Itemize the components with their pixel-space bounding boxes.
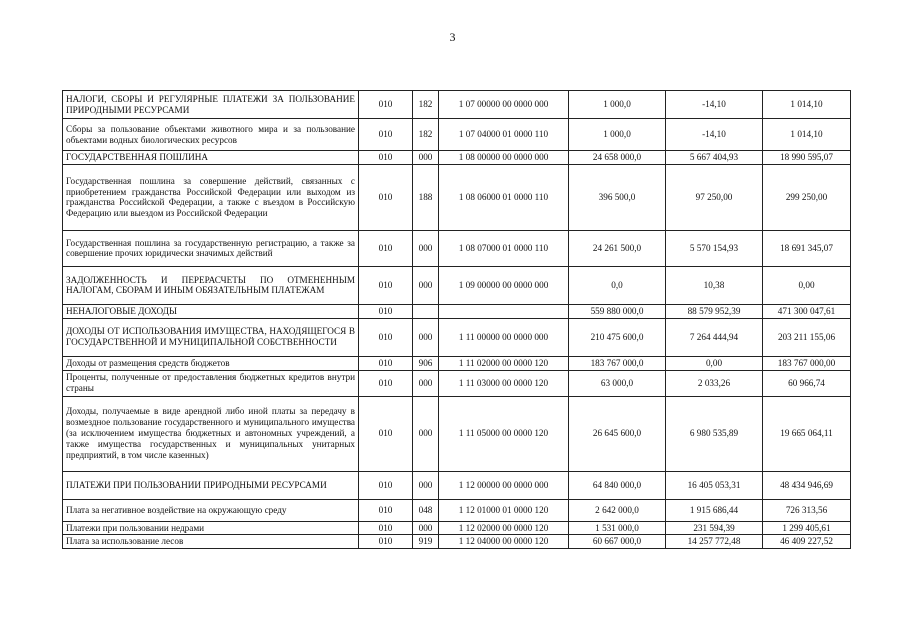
- row-fact-value: -14,10: [666, 119, 763, 151]
- row-admin-code: 000: [413, 396, 439, 471]
- row-admin-code: 000: [413, 370, 439, 396]
- row-glava: 010: [359, 535, 413, 549]
- row-name: Плата за негативное воздействие на окружающую среду: [63, 499, 359, 521]
- row-name: Государственная пошлина за совершение действий, связанных с приобретением гражданства Российской Федерации или выходом из гражданства Российской Федерации, а также с въездом в Российскую Федерацию или выездом из Российской Федерации: [63, 164, 359, 230]
- row-plan-value: 1 000,0: [569, 91, 666, 119]
- row-fact-value: 5 667 404,93: [666, 151, 763, 165]
- row-admin-code: [413, 304, 439, 318]
- table-row: [63, 471, 851, 499]
- row-plan-value: 1 531 000,0: [569, 521, 666, 535]
- row-name: НЕНАЛОГОВЫЕ ДОХОДЫ: [63, 304, 359, 318]
- row-fact-value: 0,00: [666, 356, 763, 370]
- row-remaining-value: 1 299 405,61: [763, 521, 851, 535]
- row-fact-value: 6 980 535,89: [666, 396, 763, 471]
- row-name: ПЛАТЕЖИ ПРИ ПОЛЬЗОВАНИИ ПРИРОДНЫМИ РЕСУРСАМИ: [63, 471, 359, 499]
- row-admin-code: 919: [413, 535, 439, 549]
- row-glava: 010: [359, 119, 413, 151]
- page-number: 3: [449, 30, 456, 44]
- row-admin-code: 000: [413, 521, 439, 535]
- row-name: ГОСУДАРСТВЕННАЯ ПОШЛИНА: [63, 151, 359, 165]
- row-name: Платежи при пользовании недрами: [63, 521, 359, 535]
- row-kbk-code: 1 12 00000 00 0000 000: [439, 471, 569, 499]
- row-name: Государственная пошлина за государственную регистрацию, а также за совершение прочих юридически значимых действий: [63, 230, 359, 266]
- table-row: [63, 91, 851, 119]
- row-kbk-code: 1 11 00000 00 0000 000: [439, 318, 569, 356]
- row-kbk-code: 1 07 00000 00 0000 000: [439, 91, 569, 119]
- row-remaining-value: 471 300 047,61: [763, 304, 851, 318]
- table-row: [63, 304, 851, 318]
- row-fact-value: 88 579 952,39: [666, 304, 763, 318]
- row-kbk-code: 1 11 05000 00 0000 120: [439, 396, 569, 471]
- row-name: Доходы, получаемые в виде арендной либо иной платы за передачу в возмездное пользование государственного и муниципального имущества (за исключением имущества бюджетных и автономных учреждений, а также имущества государственных и муниципальных унитарных предприятий, в том числе казенных): [63, 396, 359, 471]
- row-plan-value: 0,0: [569, 266, 666, 304]
- table-row: [63, 119, 851, 151]
- row-kbk-code: 1 11 02000 00 0000 120: [439, 356, 569, 370]
- row-glava: 010: [359, 471, 413, 499]
- row-admin-code: 000: [413, 266, 439, 304]
- row-kbk-code: 1 12 02000 00 0000 120: [439, 521, 569, 535]
- row-fact-value: 97 250,00: [666, 164, 763, 230]
- row-plan-value: 2 642 000,0: [569, 499, 666, 521]
- row-name: ДОХОДЫ ОТ ИСПОЛЬЗОВАНИЯ ИМУЩЕСТВА, НАХОДЯЩЕГОСЯ В ГОСУДАРСТВЕННОЙ И МУНИЦИПАЛЬНОЙ СОБСТВЕННОСТИ: [63, 318, 359, 356]
- row-glava: 010: [359, 164, 413, 230]
- row-glava: 010: [359, 521, 413, 535]
- row-fact-value: 231 594,39: [666, 521, 763, 535]
- row-name: Сборы за пользование объектами животного мира и за пользование объектами водных биологических ресурсов: [63, 119, 359, 151]
- row-glava: 010: [359, 304, 413, 318]
- row-fact-value: 5 570 154,93: [666, 230, 763, 266]
- row-remaining-value: 0,00: [763, 266, 851, 304]
- row-plan-value: 1 000,0: [569, 119, 666, 151]
- row-glava: 010: [359, 266, 413, 304]
- table-row: [63, 164, 851, 230]
- row-glava: 010: [359, 356, 413, 370]
- row-remaining-value: 19 665 064,11: [763, 396, 851, 471]
- row-name: Доходы от размещения средств бюджетов: [63, 356, 359, 370]
- row-admin-code: 188: [413, 164, 439, 230]
- row-remaining-value: 46 409 227,52: [763, 535, 851, 549]
- table-row: [63, 370, 851, 396]
- row-remaining-value: 48 434 946,69: [763, 471, 851, 499]
- row-kbk-code: 1 07 04000 01 0000 110: [439, 119, 569, 151]
- row-remaining-value: 1 014,10: [763, 119, 851, 151]
- row-plan-value: 60 667 000,0: [569, 535, 666, 549]
- table-row: [63, 266, 851, 304]
- row-glava: 010: [359, 230, 413, 266]
- row-plan-value: 210 475 600,0: [569, 318, 666, 356]
- row-kbk-code: [439, 304, 569, 318]
- row-glava: 010: [359, 91, 413, 119]
- row-fact-value: 14 257 772,48: [666, 535, 763, 549]
- revenue-table: [62, 90, 851, 549]
- row-plan-value: 396 500,0: [569, 164, 666, 230]
- row-fact-value: 1 915 686,44: [666, 499, 763, 521]
- row-remaining-value: 203 211 155,06: [763, 318, 851, 356]
- row-admin-code: 048: [413, 499, 439, 521]
- row-kbk-code: 1 12 01000 01 0000 120: [439, 499, 569, 521]
- row-admin-code: 000: [413, 230, 439, 266]
- row-remaining-value: 18 691 345,07: [763, 230, 851, 266]
- row-glava: 010: [359, 318, 413, 356]
- row-plan-value: 24 261 500,0: [569, 230, 666, 266]
- row-admin-code: 906: [413, 356, 439, 370]
- table-row: [63, 396, 851, 471]
- row-remaining-value: 18 990 595,07: [763, 151, 851, 165]
- row-plan-value: 183 767 000,0: [569, 356, 666, 370]
- row-kbk-code: 1 11 03000 00 0000 120: [439, 370, 569, 396]
- row-glava: 010: [359, 151, 413, 165]
- row-remaining-value: 183 767 000,00: [763, 356, 851, 370]
- row-kbk-code: 1 08 06000 01 0000 110: [439, 164, 569, 230]
- row-kbk-code: 1 08 00000 00 0000 000: [439, 151, 569, 165]
- row-name: Плата за использование лесов: [63, 535, 359, 549]
- row-plan-value: 64 840 000,0: [569, 471, 666, 499]
- row-plan-value: 24 658 000,0: [569, 151, 666, 165]
- row-admin-code: 182: [413, 119, 439, 151]
- row-plan-value: 559 880 000,0: [569, 304, 666, 318]
- row-admin-code: 182: [413, 91, 439, 119]
- table-row: [63, 356, 851, 370]
- row-plan-value: 63 000,0: [569, 370, 666, 396]
- row-name: Проценты, полученные от предоставления бюджетных кредитов внутри страны: [63, 370, 359, 396]
- row-remaining-value: 726 313,56: [763, 499, 851, 521]
- row-admin-code: 000: [413, 151, 439, 165]
- row-remaining-value: 299 250,00: [763, 164, 851, 230]
- row-glava: 010: [359, 396, 413, 471]
- row-remaining-value: 60 966,74: [763, 370, 851, 396]
- row-kbk-code: 1 09 00000 00 0000 000: [439, 266, 569, 304]
- table-row: [63, 521, 851, 535]
- row-name: НАЛОГИ, СБОРЫ И РЕГУЛЯРНЫЕ ПЛАТЕЖИ ЗА ПОЛЬЗОВАНИЕ ПРИРОДНЫМИ РЕСУРСАМИ: [63, 91, 359, 119]
- row-fact-value: 2 033,26: [666, 370, 763, 396]
- row-fact-value: 16 405 053,31: [666, 471, 763, 499]
- table-row: [63, 151, 851, 165]
- row-plan-value: 26 645 600,0: [569, 396, 666, 471]
- table-row: [63, 230, 851, 266]
- row-glava: 010: [359, 499, 413, 521]
- row-kbk-code: 1 12 04000 00 0000 120: [439, 535, 569, 549]
- row-admin-code: 000: [413, 318, 439, 356]
- row-fact-value: 7 264 444,94: [666, 318, 763, 356]
- row-kbk-code: 1 08 07000 01 0000 110: [439, 230, 569, 266]
- row-remaining-value: 1 014,10: [763, 91, 851, 119]
- row-name: ЗАДОЛЖЕННОСТЬ И ПЕРЕРАСЧЕТЫ ПО ОТМЕНЕННЫМ НАЛОГАМ, СБОРАМ И ИНЫМ ОБЯЗАТЕЛЬНЫМ ПЛАТЕЖАМ: [63, 266, 359, 304]
- row-fact-value: 10,38: [666, 266, 763, 304]
- table-row: [63, 499, 851, 521]
- table-row: [63, 318, 851, 356]
- table-row: [63, 535, 851, 549]
- row-fact-value: -14,10: [666, 91, 763, 119]
- row-glava: 010: [359, 370, 413, 396]
- row-admin-code: 000: [413, 471, 439, 499]
